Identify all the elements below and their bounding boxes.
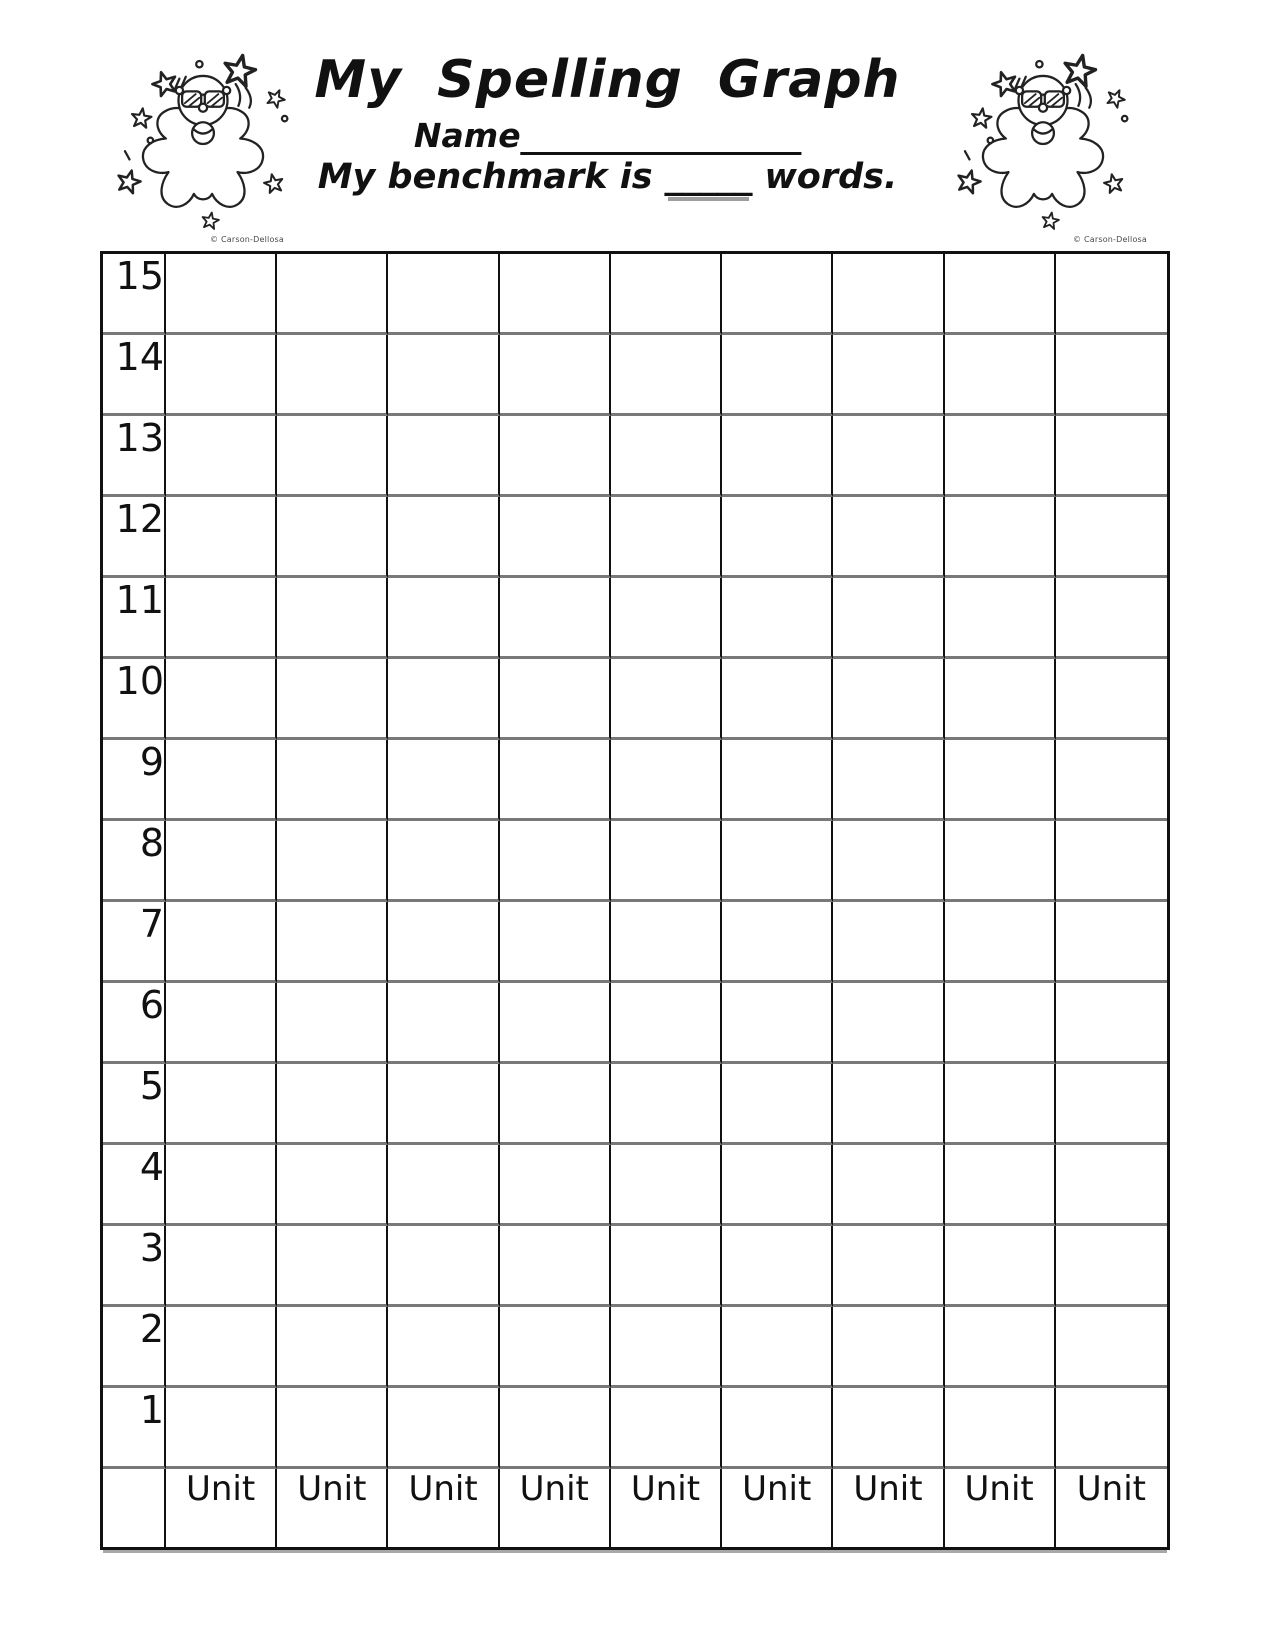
unit-column-label: Unit	[277, 1469, 388, 1547]
grid-cell	[277, 497, 388, 578]
grid-cell	[611, 659, 722, 740]
grid-cell	[500, 335, 611, 416]
grid-row	[103, 416, 1167, 497]
grid-cell	[945, 416, 1056, 497]
row-label: 9	[103, 740, 166, 821]
grid-body	[103, 254, 1167, 1547]
grid-cell	[1056, 416, 1167, 497]
unit-column-label: Unit	[722, 1469, 833, 1547]
grid-cell	[611, 1226, 722, 1307]
grid-cell	[945, 335, 1056, 416]
grid-cell	[500, 416, 611, 497]
row-label: 1	[103, 1388, 166, 1469]
unit-column-label: Unit	[1076, 1469, 1146, 1509]
grid-cell	[722, 1307, 833, 1388]
grid-cell	[945, 497, 1056, 578]
grid-cell	[500, 497, 611, 578]
grid-cell	[945, 821, 1056, 902]
grid-cell	[722, 740, 833, 821]
grid-cell	[1056, 1226, 1167, 1307]
grid-cell	[833, 254, 944, 335]
grid-cell	[611, 578, 722, 659]
grid-cell	[722, 578, 833, 659]
grid-cell	[277, 740, 388, 821]
grid-cell	[500, 254, 611, 335]
grid-cell	[611, 1388, 722, 1469]
row-label: 8	[103, 821, 166, 902]
grid-cell	[833, 416, 944, 497]
page-title: My Spelling Graph	[314, 50, 901, 110]
grid-cell	[277, 902, 388, 983]
grid-cell	[833, 1388, 944, 1469]
grid-cell	[722, 1064, 833, 1145]
grid-cell	[277, 983, 388, 1064]
star-character-left	[98, 46, 308, 244]
grid-cell	[611, 821, 722, 902]
grid-cell	[833, 335, 944, 416]
grid-cell	[500, 1388, 611, 1469]
grid-cell	[1056, 1064, 1167, 1145]
grid-cell	[388, 254, 499, 335]
unit-column-label: Unit	[945, 1469, 1056, 1547]
grid-cell	[500, 1307, 611, 1388]
title-block	[295, 50, 920, 197]
row-label: 7	[103, 902, 166, 983]
grid-cell	[166, 1388, 277, 1469]
grid-cell	[166, 821, 277, 902]
grid-cell	[277, 335, 388, 416]
grid-cell	[722, 416, 833, 497]
grid-cell	[1056, 1388, 1167, 1469]
grid-cell	[945, 578, 1056, 659]
grid-cell	[1056, 335, 1167, 416]
grid-cell	[388, 497, 499, 578]
grid-cell	[166, 983, 277, 1064]
grid-cell	[1056, 497, 1167, 578]
grid-cell	[388, 740, 499, 821]
grid-cell	[833, 1064, 944, 1145]
grid-cell	[722, 335, 833, 416]
star-with-sunglasses-icon	[98, 46, 308, 232]
unit-column-label: Unit	[388, 1469, 499, 1547]
spelling-grid	[100, 251, 1170, 1550]
grid-cell	[945, 1388, 1056, 1469]
grid-cell	[166, 1226, 277, 1307]
grid-cell	[500, 578, 611, 659]
grid-row	[103, 1064, 1167, 1145]
star-character-right	[938, 46, 1148, 244]
grid-cell	[277, 1064, 388, 1145]
grid-cell	[945, 659, 1056, 740]
grid-cell	[277, 1388, 388, 1469]
grid-cell	[388, 335, 499, 416]
unit-column-label: Unit	[500, 1469, 611, 1547]
grid-cell	[722, 1226, 833, 1307]
grid-cell	[166, 335, 277, 416]
grid-cell	[833, 659, 944, 740]
grid-cell	[166, 254, 277, 335]
grid-cell	[388, 821, 499, 902]
grid-cell	[722, 821, 833, 902]
grid-cell	[500, 821, 611, 902]
grid-cell	[722, 902, 833, 983]
grid-cell	[833, 1226, 944, 1307]
name-label: Name	[413, 116, 521, 155]
grid-cell	[500, 902, 611, 983]
grid-cell	[277, 578, 388, 659]
grid-row	[103, 1388, 1167, 1469]
grid-cell	[277, 1307, 388, 1388]
benchmark-suffix: words.	[764, 157, 898, 197]
grid-cell	[611, 983, 722, 1064]
grid-cell	[722, 497, 833, 578]
grid-cell	[500, 983, 611, 1064]
grid-cell	[1056, 659, 1167, 740]
grid-cell	[945, 902, 1056, 983]
grid-row	[103, 1145, 1167, 1226]
unit-column-label: Unit	[833, 1469, 944, 1547]
grid-cell	[166, 1145, 277, 1226]
row-label: 15	[103, 254, 166, 335]
grid-cell	[1056, 902, 1167, 983]
row-label: 2	[103, 1307, 166, 1388]
grid-cell	[833, 740, 944, 821]
row-label: 6	[103, 983, 166, 1064]
grid-cell	[945, 1145, 1056, 1226]
grid-cell	[388, 983, 499, 1064]
grid-cell	[277, 659, 388, 740]
grid-cell	[1056, 1307, 1167, 1388]
row-label: 14	[103, 335, 166, 416]
grid-cell	[1056, 1145, 1167, 1226]
grid-cell	[945, 740, 1056, 821]
grid-cell	[833, 983, 944, 1064]
grid-row	[103, 497, 1167, 578]
grid-cell	[277, 1226, 388, 1307]
row-label: 5	[103, 1064, 166, 1145]
unit-row	[103, 1469, 1167, 1547]
grid-cell	[388, 659, 499, 740]
grid-row	[103, 659, 1167, 740]
grid-cell	[611, 740, 722, 821]
grid-cell	[166, 1307, 277, 1388]
row-label: 3	[103, 1226, 166, 1307]
grid-cell	[722, 983, 833, 1064]
grid-cell	[1056, 821, 1167, 902]
grid-row	[103, 1226, 1167, 1307]
grid-cell	[166, 902, 277, 983]
grid-row	[103, 821, 1167, 902]
grid-row	[103, 1307, 1167, 1388]
grid-cell	[1056, 983, 1167, 1064]
grid-cell	[277, 416, 388, 497]
grid-cell	[611, 497, 722, 578]
grid-row	[103, 983, 1167, 1064]
row-label: 10	[103, 659, 166, 740]
corner-cell	[103, 1469, 166, 1547]
grid-cell	[945, 1064, 1056, 1145]
grid-cell	[945, 1307, 1056, 1388]
grid-cell	[500, 740, 611, 821]
grid-row	[103, 254, 1167, 335]
grid-cell	[166, 416, 277, 497]
header	[0, 0, 1275, 250]
benchmark-blank: _____	[664, 157, 753, 197]
grid-cell	[1056, 254, 1167, 335]
grid-cell	[277, 821, 388, 902]
grid-cell	[722, 1145, 833, 1226]
star-with-sunglasses-icon	[938, 46, 1148, 232]
grid-cell	[833, 578, 944, 659]
grid-cell	[722, 1388, 833, 1469]
grid-cell	[166, 578, 277, 659]
grid-cell	[945, 1226, 1056, 1307]
grid-cell	[611, 335, 722, 416]
grid-cell	[611, 902, 722, 983]
grid-cell	[611, 1307, 722, 1388]
name-line	[295, 118, 920, 154]
row-label: 12	[103, 497, 166, 578]
grid-cell	[166, 497, 277, 578]
grid-cell	[1056, 740, 1167, 821]
grid-cell	[388, 1307, 499, 1388]
benchmark-prefix: My benchmark is	[317, 157, 653, 197]
grid-cell	[388, 1145, 499, 1226]
unit-column-label: Unit	[611, 1469, 722, 1547]
grid-cell	[833, 821, 944, 902]
benchmark-line	[295, 157, 920, 197]
grid-cell	[611, 1064, 722, 1145]
grid-cell	[945, 254, 1056, 335]
grid-row	[103, 902, 1167, 983]
grid-cell	[833, 902, 944, 983]
grid-row	[103, 335, 1167, 416]
grid-cell	[388, 902, 499, 983]
grid-cell	[722, 659, 833, 740]
grid-cell	[277, 254, 388, 335]
grid-cell	[277, 1145, 388, 1226]
grid-cell	[166, 1064, 277, 1145]
grid-row	[103, 740, 1167, 821]
copyright-credit: © Carson-Dellosa	[1073, 235, 1148, 244]
grid-cell	[1056, 578, 1167, 659]
grid-cell	[166, 740, 277, 821]
grid-cell	[500, 1064, 611, 1145]
grid-cell	[388, 1226, 499, 1307]
grid-cell	[611, 1145, 722, 1226]
grid-cell	[500, 659, 611, 740]
grid-cell	[166, 659, 277, 740]
grid-cell	[833, 497, 944, 578]
copyright-credit: © Carson-Dellosa	[210, 235, 285, 244]
unit-column-label: Unit	[166, 1469, 277, 1547]
grid-cell	[611, 254, 722, 335]
row-label: 11	[103, 578, 166, 659]
row-label: 13	[103, 416, 166, 497]
grid-row	[103, 578, 1167, 659]
grid-cell	[611, 416, 722, 497]
grid-cell	[945, 983, 1056, 1064]
grid-cell	[833, 1307, 944, 1388]
grid-cell	[500, 1226, 611, 1307]
grid-cell	[388, 1064, 499, 1145]
grid-cell	[388, 416, 499, 497]
grid-cell	[833, 1145, 944, 1226]
name-blank: _________________	[520, 116, 802, 155]
grid-cell	[722, 254, 833, 335]
grid-cell	[388, 578, 499, 659]
grid-cell	[500, 1145, 611, 1226]
row-label: 4	[103, 1145, 166, 1226]
grid-cell	[388, 1388, 499, 1469]
